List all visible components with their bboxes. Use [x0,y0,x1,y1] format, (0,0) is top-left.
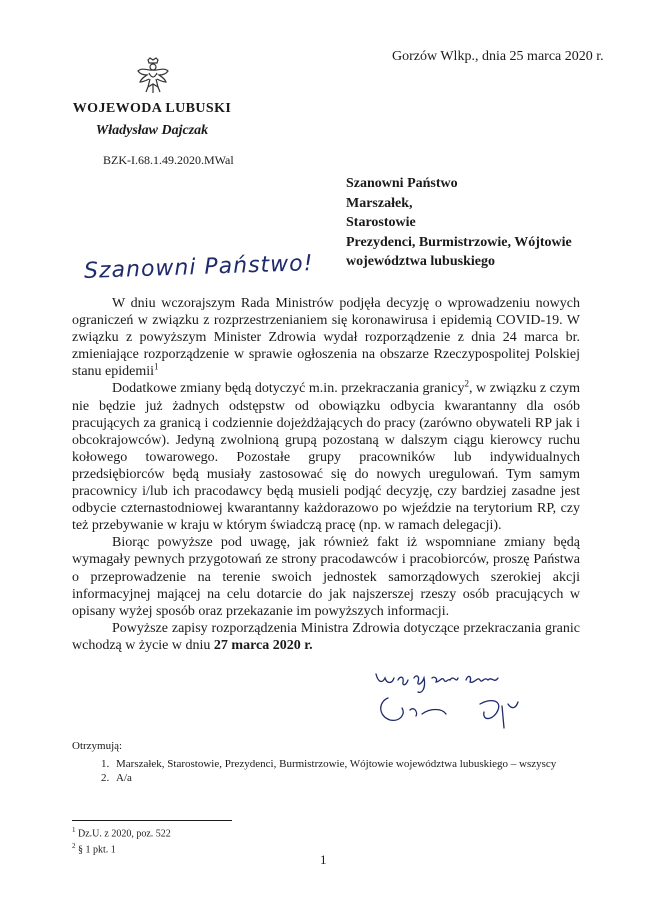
letter-body [72,295,580,654]
official-name: Władysław Dajczak [95,123,209,138]
addressee-line: Prezydenci, Burmistrzowie, Wójtowie [346,234,572,250]
paragraph [72,620,580,654]
footnotes [72,824,171,857]
paragraph [72,380,580,534]
page-number: 1 [320,852,327,867]
addressee-line: Marszałek, [346,195,413,211]
addressee-line: Szanowni Państwo [346,176,458,191]
paragraph-text: Biorąc powyższe pod uwagę, jak również fakt iż wspomniane zmiany będą wymagały pewnych przygotowań ze strony pracodawców i pracobiorców, proszę Państwa o przeprowadzenie na terenie swoich jednostek samorządowych szerokiej akcji informacyjnej mającej na celu dotarcie do jak najszerszej rzeszy osób pracujących w opisany wyżej sposób oraz przekazanie im powyższych informacji. [72,535,580,619]
recipients-heading: Otrzymują: [72,740,123,752]
paragraph-text: , w związku z czym nie będzie już żadnych odstępstw od obowiązku odbycia kwarantanny dla osób pracujących za granicą i codziennie dojeżdżających do pracy (zarówno obywateli RP jak i obcokrajowców). Jedyną zwolnioną grupą pozostaną w dalszym ciągu kierowcy ruchu kołowego towarowego. Pozostałe grupy pracowników lub indywidualnych przedsiębiorców będą musiały zastosować się do nowych uregulowań. Tym samym pracownicy i/lub ich pracodawcy będą musieli podjąć decyzję, czy bardziej zasadne jest odbycie czternastodniowej kwarantanny każdorazowo po wjeździe na terytorium RP, czy też przebywanie w kraju w którym świadczą pracę (np. w ramach delegacji). [72,381,580,534]
effective-date: 27 marca 2020 r. [213,637,313,653]
paragraph-text: Powyższe zapisy rozporządzenia Ministra Zdrowia dotyczące przekraczania granic wchodzą w życie w dniu [72,620,580,653]
footnote-ref: 2 [464,378,469,389]
footnote: $^2$ § 1 pkt. 1 [72,842,116,856]
addressee-line: Starostowie [346,215,416,230]
paragraph [72,295,580,380]
paragraph-text: Dodatkowe zmiany będą dotyczyć m.in. przekraczania granicy [112,381,465,397]
recipients-list [72,758,556,784]
reference-number: BZK-I.68.1.49.2020.MWal [103,153,234,167]
footnote: $^1$ Dz.U. z 2020, poz. 522 [72,826,171,840]
list-item: 1. Marszałek, Starostowie, Prezydenci, Burmistrzowie, Wójtowie województwa lubuskiego – wszyscy [112,758,556,770]
addressee-block [346,174,572,272]
footnote-divider [72,820,232,821]
paragraph-text: W dniu wczorajszym Rada Ministrów podjęła decyzję o wprowadzeniu nowych ograniczeń w związku z rozprzestrzenianiem się koronawirusa i epidemią COVID-19. W związku z powyższym Minister Zdrowia wydał rozporządzenie z dnia 24 marca br. zmieniające rozporządzenie w sprawie ogłoszenia na obszarze Rzeczypospolitej Polskiej stanu epidemii [72,296,580,380]
place-date: Gorzów Wlkp., dnia 25 marca 2020 r. [392,49,604,64]
signature-icon [370,668,570,740]
footnote-ref: 1 [154,361,159,372]
addressee-line: województwa lubuskiego [346,254,495,269]
handwritten-greeting: Szanowni Państwo! [83,251,314,284]
recipients-section [72,740,556,786]
office-title: WOJEWODA LUBUSKI [72,101,232,116]
list-item: 2. A/a [112,772,556,784]
paragraph [72,534,580,619]
eagle-emblem-icon [136,57,170,95]
